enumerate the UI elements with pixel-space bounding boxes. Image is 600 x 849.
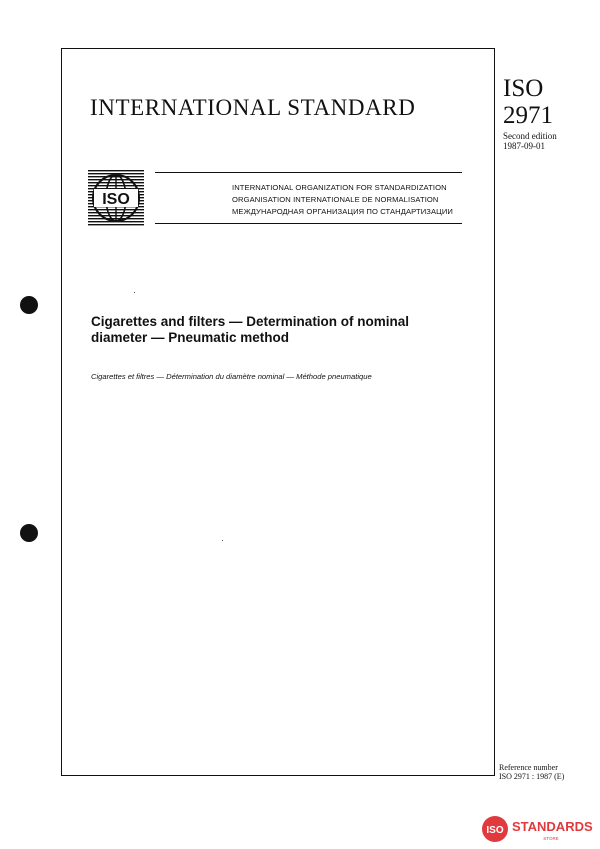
iso-standards-store-logo: [481, 815, 593, 843]
edition-label: Second edition: [503, 131, 557, 141]
scan-speck: [134, 292, 135, 293]
punch-hole-top: [20, 296, 38, 314]
document-title-line-1: Cigarettes and filters — Determination of nominal: [91, 314, 410, 329]
reference-number-value: ISO 2971 : 1987 (E): [499, 772, 565, 781]
org-name-fr: ORGANISATION INTERNATIONALE DE NORMALISATION: [232, 195, 439, 204]
org-name-ru: МЕЖДУНАРОДНАЯ ОРГАНИЗАЦИЯ ПО СТАНДАРТИЗАЦИИ: [232, 207, 453, 216]
org-name-en: INTERNATIONAL ORGANIZATION FOR STANDARDIZATION: [232, 183, 447, 192]
edition-date: 1987-09-01: [503, 141, 545, 151]
store-logo-sub: STORE: [543, 836, 559, 841]
punch-hole-bottom: [20, 524, 38, 542]
reference-number-label: Reference number: [499, 763, 558, 772]
standard-type-title: INTERNATIONAL STANDARD: [90, 95, 416, 120]
iso-label: ISO: [503, 75, 544, 102]
scan-speck: [222, 540, 223, 541]
iso-logo: [88, 170, 144, 226]
iso-logo-text: ISO: [102, 191, 130, 208]
iso-number: 2971: [503, 102, 553, 129]
store-logo-name: STANDARDS: [512, 819, 593, 834]
page-frame: [61, 48, 495, 776]
document-title-line-2: diameter — Pneumatic method: [91, 330, 290, 345]
org-bottom-rule: [155, 223, 462, 224]
store-logo-badge-text: ISO: [486, 825, 504, 836]
document-title-french: Cigarettes et filtres — Détermination du diamètre nominal — Méthode pneumatique: [91, 372, 372, 381]
org-top-rule: [155, 172, 462, 173]
